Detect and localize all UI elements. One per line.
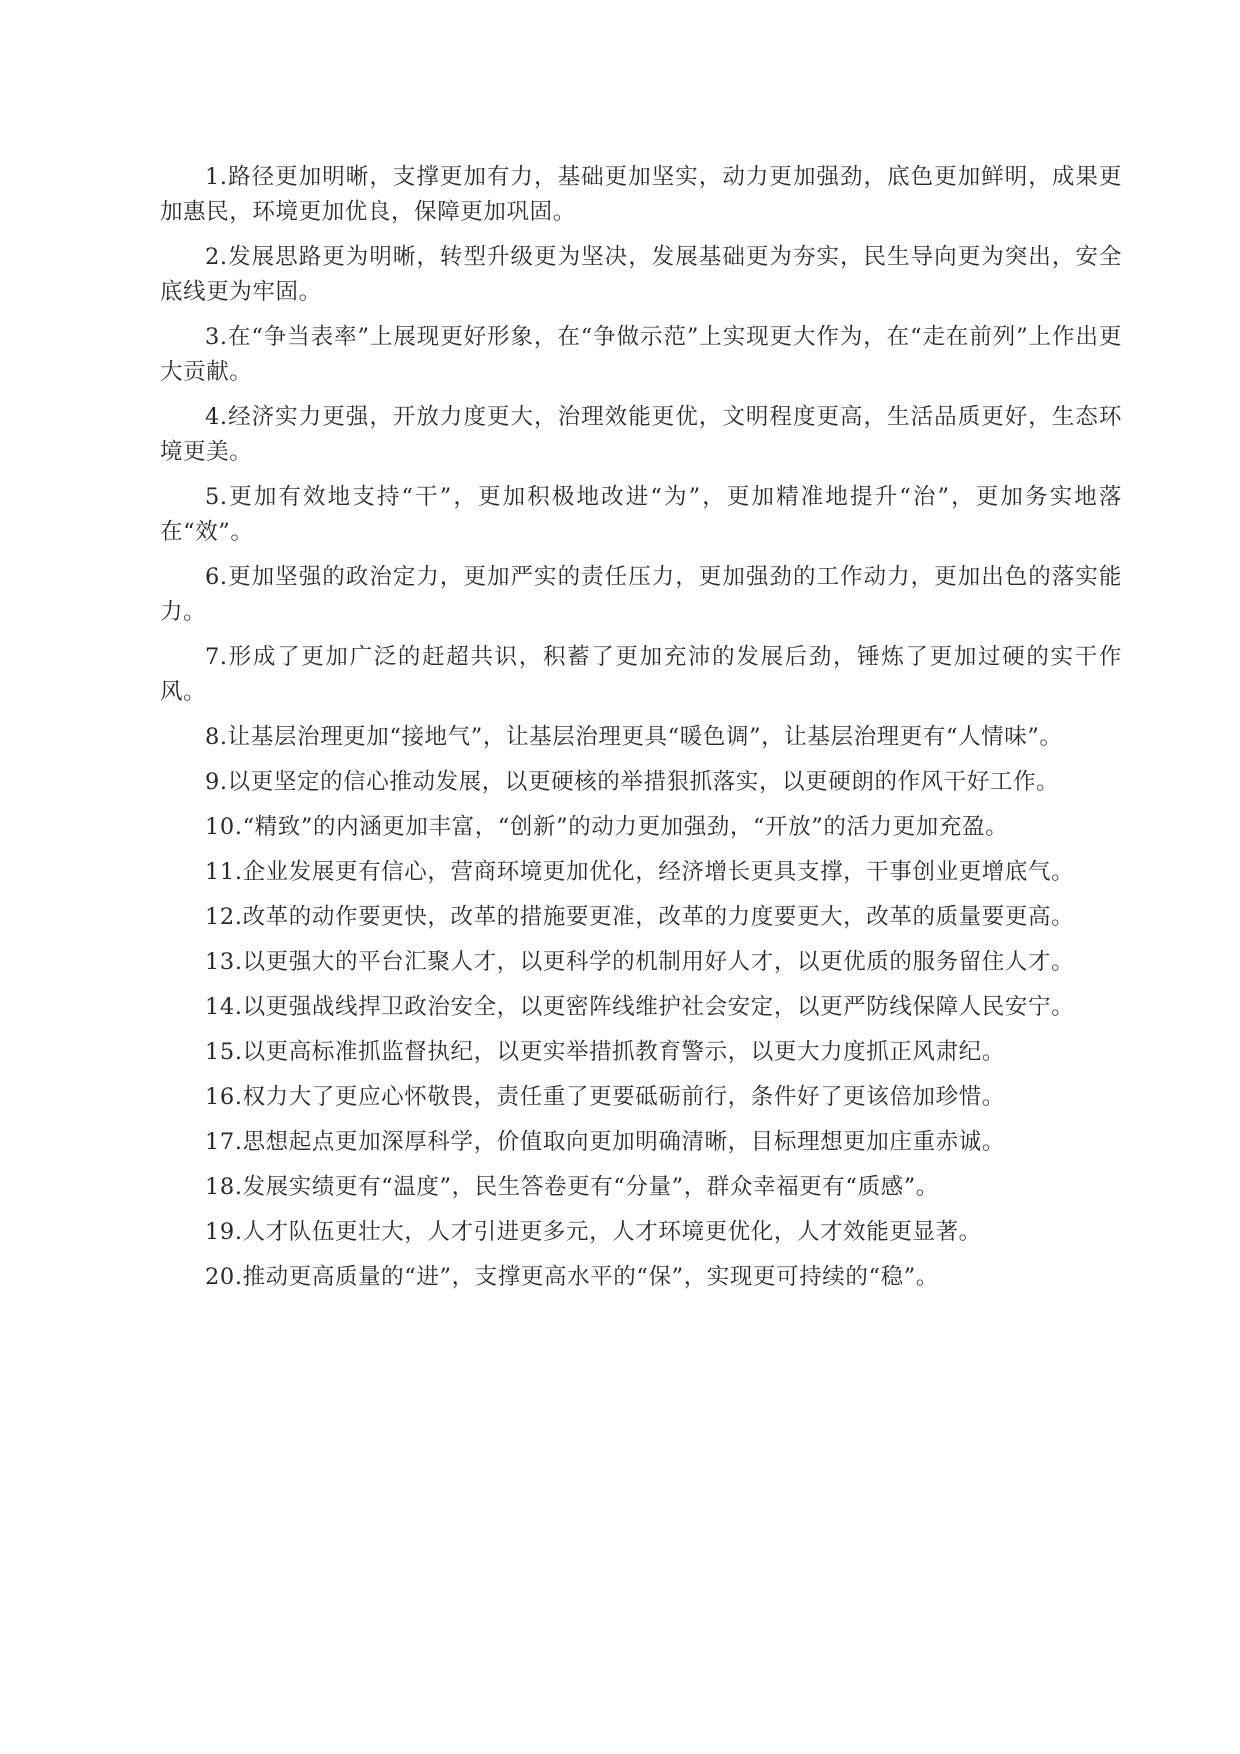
paragraph-8: 8.让基层治理更加“接地气”，让基层治理更具“暖色调”，让基层治理更有“人情味”。 (205, 724, 1063, 750)
paragraph-20: 20.推动更高质量的“进”，支撑更高水平的“保”，实现更可持续的“稳”。 (205, 1264, 939, 1290)
paragraph-13: 13.以更强大的平台汇聚人才，以更科学的机制用好人才，以更优质的服务留住人才。 (205, 949, 1075, 975)
paragraph-4: 4.经济实力更强，开放力度更大，治理效能更优，文明程度更高，生活品质更好，生态环境更美。 (160, 404, 1122, 465)
paragraph-17: 17.思想起点更加深厚科学，价值取向更加明确清晰，目标理想更加庄重赤诚。 (205, 1129, 1005, 1155)
paragraph-16: 16.权力大了更应心怀敬畏，责任重了更要砥砺前行，条件好了更该倍加珍惜。 (205, 1084, 1005, 1110)
paragraph-2: 2.发展思路更为明晰，转型升级更为坚决，发展基础更为夯实，民生导向更为突出，安全底线更为牢固。 (160, 244, 1122, 305)
paragraph-6: 6.更加坚强的政治定力，更加严实的责任压力，更加强劲的工作动力，更加出色的落实能力。 (160, 564, 1122, 625)
paragraph-7: 7.形成了更加广泛的赶超共识，积蓄了更加充沛的发展后劲，锤炼了更加过硬的实干作风。 (160, 644, 1122, 705)
paragraph-11: 11.企业发展更有信心，营商环境更加优化，经济增长更具支撑，干事创业更增底气。 (205, 859, 1075, 885)
paragraph-10: 10.“精致”的内涵更加丰富，“创新”的动力更加强劲，“开放”的活力更加充盈。 (205, 814, 1009, 840)
paragraph-14: 14.以更强战线捍卫政治安全，以更密阵线维护社会安定，以更严防线保障人民安宁。 (205, 994, 1075, 1020)
paragraph-15: 15.以更高标准抓监督执纪，以更实举措抓教育警示，以更大力度抓正风肃纪。 (205, 1039, 1005, 1065)
paragraph-5: 5.更加有效地支持“干”，更加积极地改进“为”，更加精准地提升“治”，更加务实地落在“效”。 (160, 484, 1122, 545)
paragraph-1: 1.路径更加明晰，支撑更加有力，基础更加坚实，动力更加强劲，底色更加鲜明，成果更加惠民，环境更加优良，保障更加巩固。 (160, 164, 1122, 225)
paragraph-9: 9.以更坚定的信心推动发展，以更硬核的举措狠抓落实，以更硬朗的作风干好工作。 (205, 769, 1060, 795)
paragraph-3: 3.在“争当表率”上展现更好形象，在“争做示范”上实现更大作为，在“走在前列”上作出更大贡献。 (160, 324, 1122, 385)
paragraph-18: 18.发展实绩更有“温度”，民生答卷更有“分量”，群众幸福更有“质感”。 (205, 1174, 939, 1200)
paragraph-19: 19.人才队伍更壮大，人才引进更多元，人才环境更优化，人才效能更显著。 (205, 1219, 982, 1245)
paragraph-12: 12.改革的动作要更快，改革的措施要更准，改革的力度要更大，改革的质量要更高。 (205, 904, 1075, 930)
